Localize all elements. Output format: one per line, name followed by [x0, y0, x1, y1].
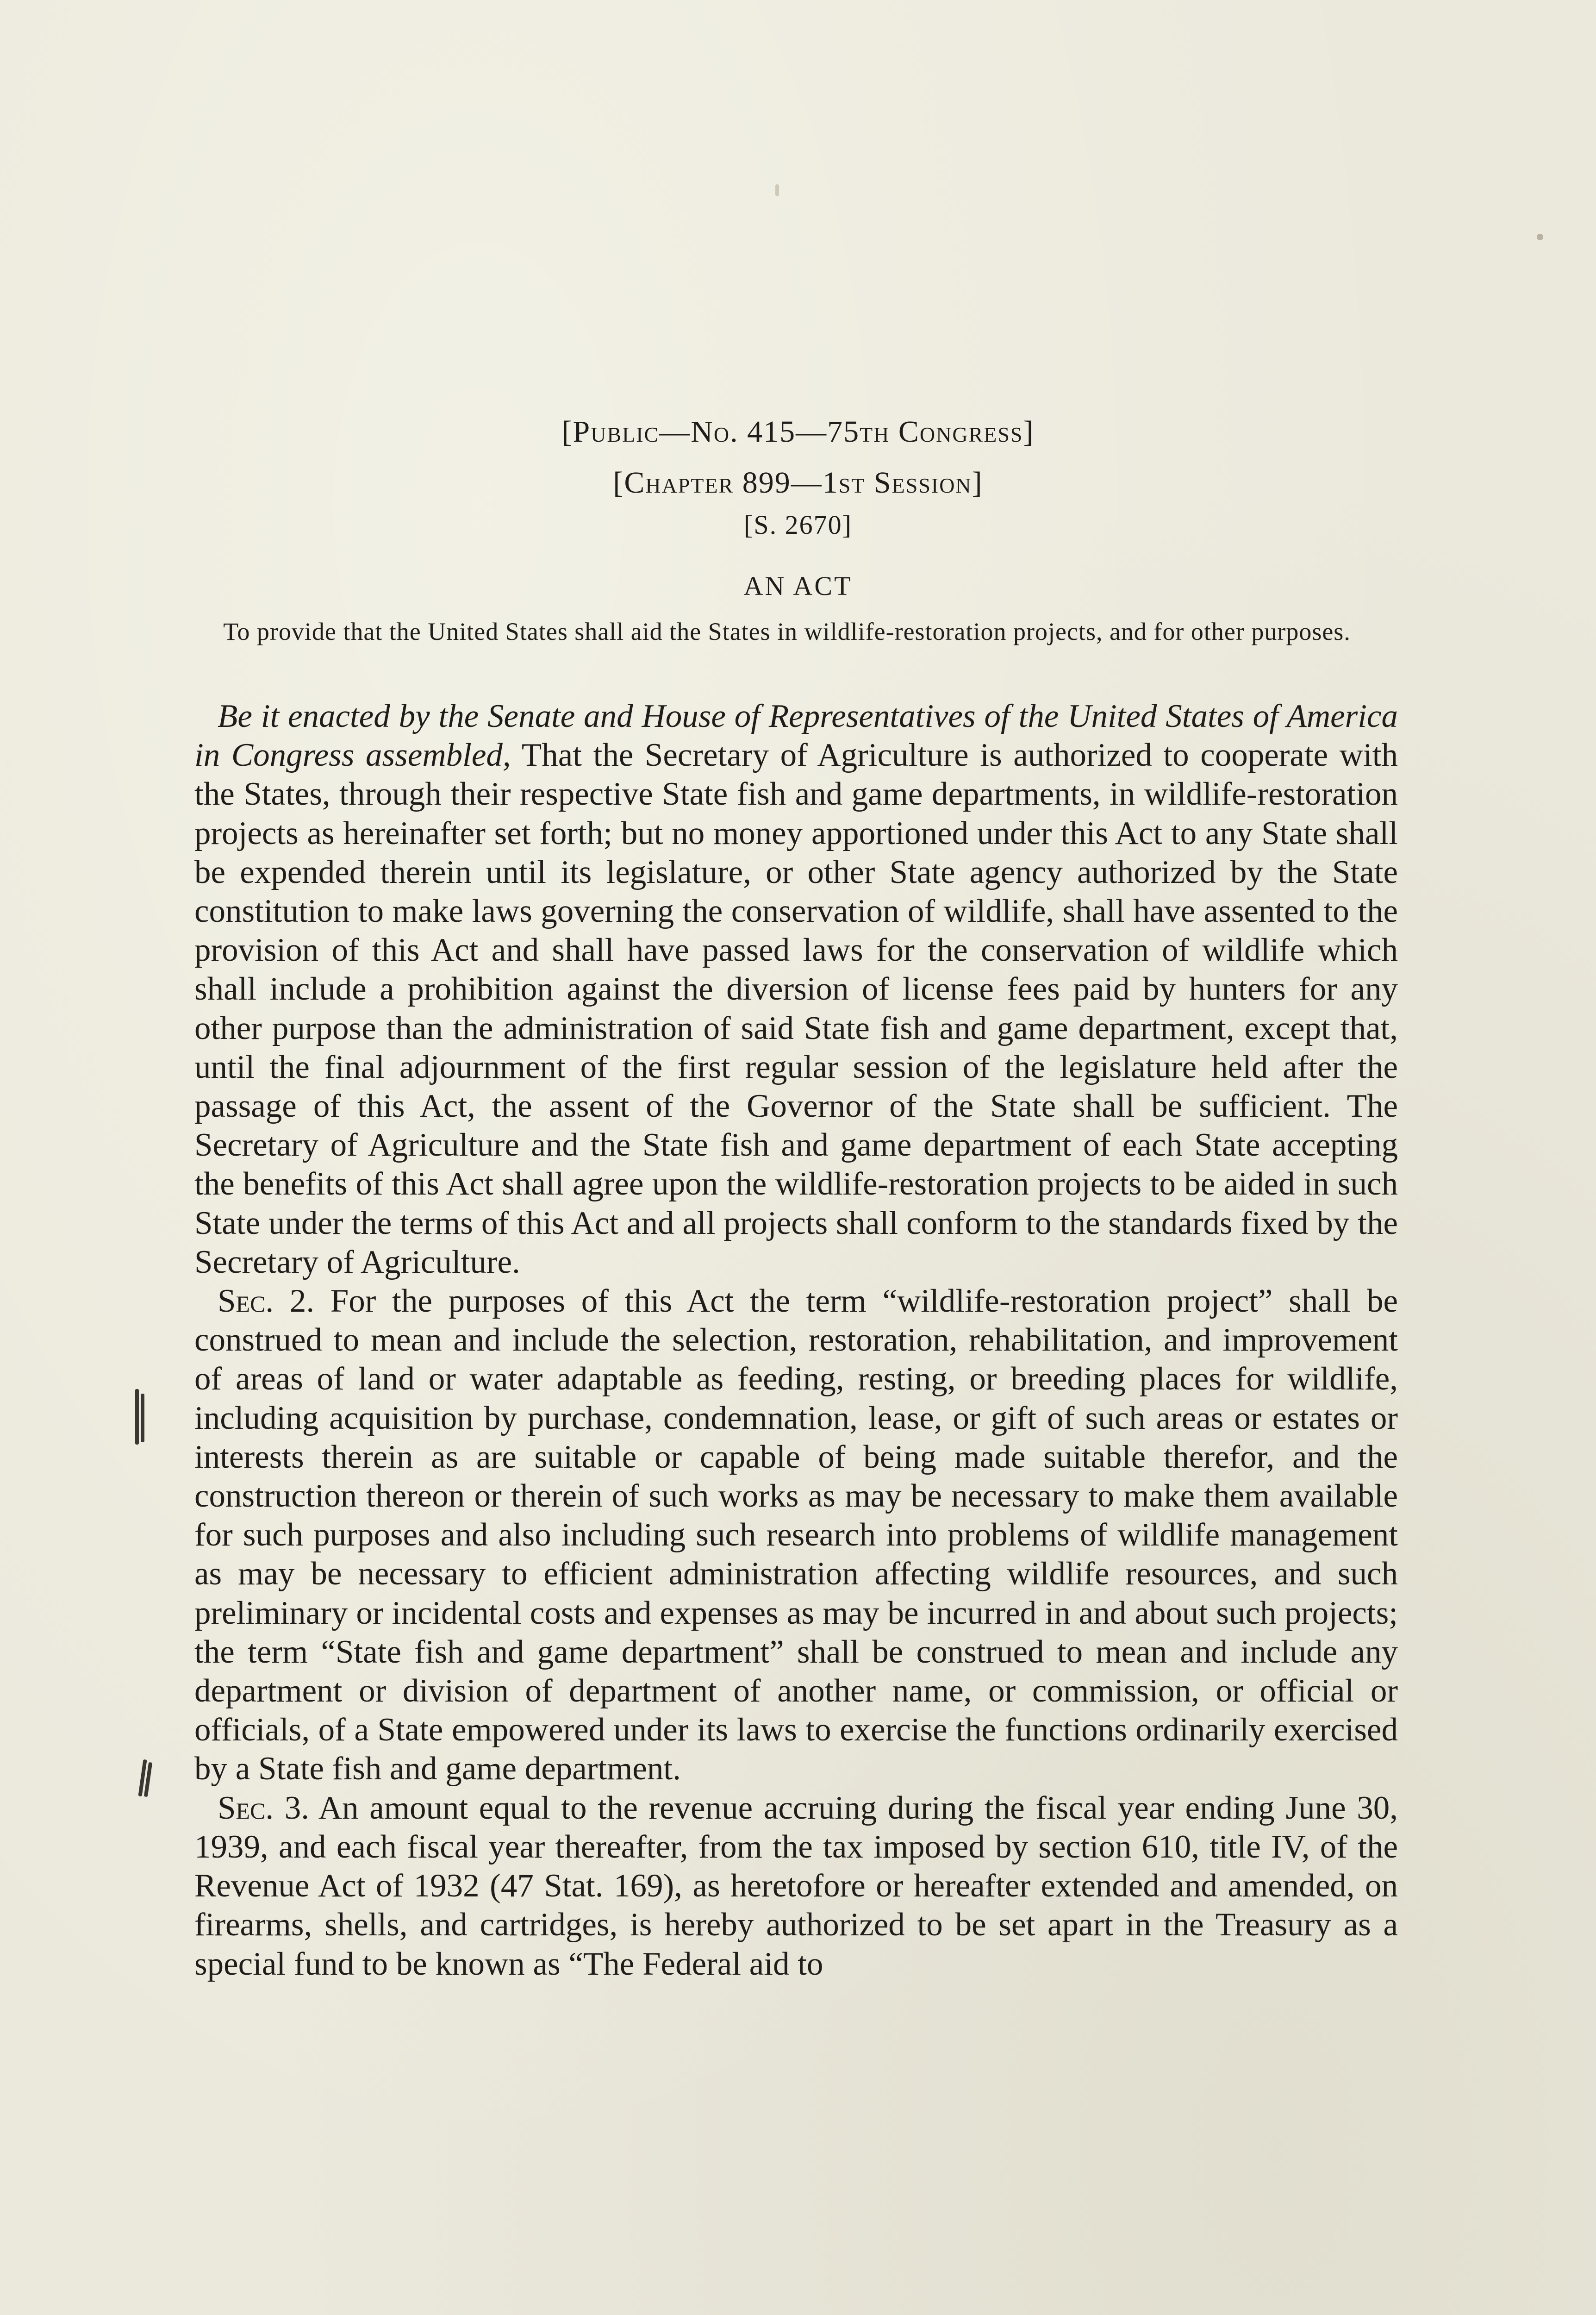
section-2	[194, 1282, 1398, 1789]
section-2-label: Sec. 2.	[218, 1283, 315, 1320]
section-1-text: That the Secretary of Agriculture is authorized to cooperate with the States, through their respective State fish and game departments, in wildlife-restoration projects as hereinafter set forth; but no money apportioned under this Act to any State shall be expended therein until its legislature, or other State agency authorized by the State constitution to make laws governing the conservation of wildlife, shall have assented to the provision of this Act and shall have passed laws for the conservation of wildlife which shall include a prohibition against the diversion of license fees paid by hunters for any other purpose than the administration of said State fish and game department, except that, until the final adjournment of the first regular session of the legislature held after the passage of this Act, the assent of the Governor of the State shall be sufficient. The Secretary of Agriculture and the State fish and game department of each State accepting the benefits of this Act shall agree upon the wildlife-restoration projects to be aided in such State under the terms of this Act and all projects shall conform to the standards fixed by the Secretary of Agriculture.	[194, 737, 1398, 1280]
enacting-clause: Be it enacted by the Senate and House of Representatives of the United States of America in Congress assembled,	[194, 698, 1398, 774]
section-3-label: Sec. 3.	[218, 1789, 310, 1826]
act-body	[194, 697, 1398, 1983]
section-3-text: An amount equal to the revenue accruing during the fiscal year ending June 30, 1939, and each fiscal year thereafter, from the tax imposed by section 610, title IV, of the Revenue Act of 1932 (47 Stat. 169), as heretofore or hereafter extended and amended, on firearms, shells, and cartridges, is hereby authorized to be set apart in the Treasury as a special fund to be known as “The Federal aid to	[194, 1789, 1398, 1982]
section-2-text: For the purposes of this Act the term “wildlife-restoration project” shall be construed to mean and include the selection, restoration, rehabilitation, and improvement of areas of land or water adaptable as feeding, resting, or breeding places for wildlife, including acquisition by purchase, condemnation, lease, or gift of such areas or estates or interests therein as are suitable or capable of being made suitable therefor, and the construction thereon or therein of such works as may be necessary to make them available for such purposes and also including such research into problems of wildlife management as may be necessary to efficient administration affecting wildlife resources, and such preliminary or incidental costs and expenses as may be incurred in and about such projects; the term “State fish and game department” shall be construed to mean and include any department or division of department of another name, or commission, or official or officials, of a State empowered under its laws to exercise the functions ordinarily exercised by a State fish and game department.	[194, 1283, 1398, 1787]
paper-stain	[775, 184, 779, 196]
margin-mark	[135, 1389, 139, 1445]
chapter-header: [Chapter 899—1st Session]	[613, 466, 983, 500]
public-law-header: [Public—No. 415—75th Congress]	[561, 415, 1035, 449]
bill-number: [S. 2670]	[744, 510, 852, 540]
section-3	[194, 1789, 1398, 1983]
section-1	[194, 697, 1398, 1282]
paper-stain	[1537, 234, 1543, 240]
act-title-description: To provide that the United States shall aid the States in wildlife-restoration projects, and for other purposes.	[223, 618, 1351, 645]
margin-mark	[141, 1394, 144, 1442]
act-label: AN ACT	[743, 571, 853, 601]
